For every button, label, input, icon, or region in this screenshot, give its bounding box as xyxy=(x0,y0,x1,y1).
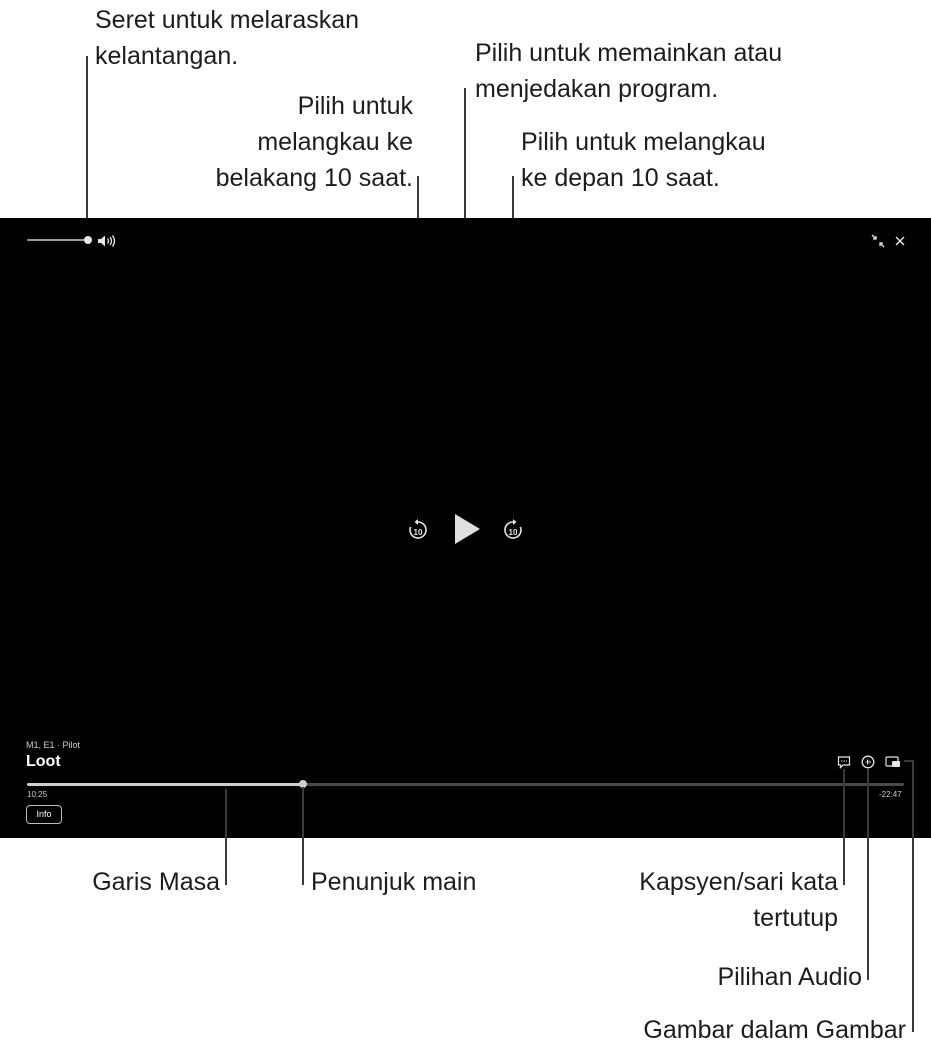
callout-timeline: Garis Masa xyxy=(92,868,220,896)
timeline-progress xyxy=(27,783,303,786)
callout-playhead: Penunjuk main xyxy=(311,868,477,896)
leader-volume xyxy=(86,56,88,239)
callout-captions: Kapsyen/sari kata tertutup xyxy=(639,868,838,932)
play-icon[interactable] xyxy=(452,512,482,546)
volume-knob[interactable] xyxy=(84,236,92,244)
skip-forward-icon[interactable] xyxy=(502,518,524,542)
leader-audio xyxy=(867,769,869,980)
episode-label: M1, E1 · Pilot xyxy=(26,740,81,750)
skip-back-icon[interactable] xyxy=(407,518,429,542)
picture-in-picture-icon[interactable] xyxy=(885,755,901,769)
leader-captions xyxy=(843,769,845,885)
svg-text:10: 10 xyxy=(413,528,423,537)
remaining-time: -22:47 xyxy=(879,790,902,799)
show-title: Loot xyxy=(26,753,61,770)
svg-text:10: 10 xyxy=(508,528,518,537)
callout-volume: Seret untuk melaraskan kelantangan. xyxy=(95,6,360,70)
leader-pip-vertical xyxy=(912,760,914,1032)
volume-slider[interactable] xyxy=(27,239,87,241)
timeline[interactable] xyxy=(27,783,904,786)
leader-pip-top xyxy=(904,760,914,762)
leader-timeline xyxy=(225,789,227,885)
captions-icon[interactable] xyxy=(837,755,851,769)
info-button[interactable]: Info xyxy=(26,805,62,824)
callout-pip: Gambar dalam Gambar xyxy=(643,1016,906,1044)
callout-play-pause: Pilih untuk memainkan atau menjedakan program. xyxy=(475,39,783,103)
leader-playhead xyxy=(302,787,304,885)
callout-audio: Pilihan Audio xyxy=(717,963,862,991)
callout-skip-back: Pilih untuk melangkau ke belakang 10 saat. xyxy=(215,92,413,192)
video-player[interactable] xyxy=(0,218,931,838)
speaker-icon[interactable] xyxy=(97,234,117,248)
close-icon[interactable] xyxy=(894,234,906,248)
elapsed-time: 10:25 xyxy=(27,790,48,799)
callout-skip-forward: Pilih untuk melangkau ke depan 10 saat. xyxy=(521,128,766,192)
exit-fullscreen-icon[interactable] xyxy=(871,234,885,248)
audio-options-icon[interactable] xyxy=(861,755,875,769)
